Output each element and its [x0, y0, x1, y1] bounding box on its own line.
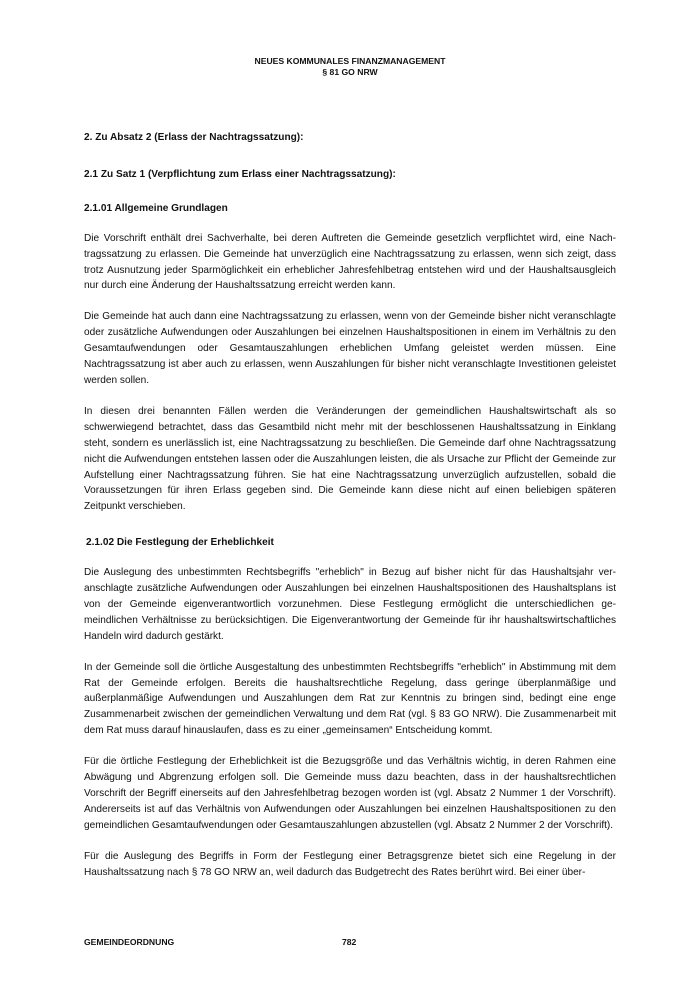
paragraph: Die Gemeinde hat auch dann eine Nachtragssatzung zu erlassen, wenn von der Gemeinde bisher nicht veranschlagte oder zusätzliche Aufwendungen oder Auszahlungen bei einzelnen Haushaltspositionen in einem im Verhältnis zu den Gesamtaufwendungen oder Gesamtauszahlungen erheblichen Umfang geleistet werden müssen. Eine Nachtragssatzung ist aber auch zu erlassen, wenn Auszahlungen für bisher nicht veranschlagte Investitionen geleistet werden sollen.	[84, 311, 616, 386]
heading-absatz-2: 2. Zu Absatz 2 (Erlass der Nachtragssatzung):	[84, 132, 304, 143]
paragraph: Für die örtliche Festlegung der Erheblichkeit ist die Bezugsgröße und das Verhältnis wichtig, in deren Rahmen eine Abwägung und Abgrenzung erfolgen soll. Die Gemeinde muss dazu beachten, dass in der haushaltsrechtlichen Vorschrift der Begriff einerseits auf den Jahresfehlbetrag bezogen worden ist (vgl. Absatz 2 Nummer 1 der Vorschrift). Andererseits ist auf das Verhältnis von Aufwendungen oder Auszahlungen bei einzelnen Haushaltspositionen zu den gemeindlichen Gesamtaufwendungen oder Gesamtauszahlungen abzustellen (vgl. Absatz 2 Nummer 2 der Vorschrift).	[84, 756, 616, 831]
paragraph: Für die Auslegung des Begriffs in Form der Festlegung einer Betragsgrenze bietet sich eine Regelung in der Haushaltssatzung nach § 78 GO NRW an, weil dadurch das Budgetrecht des Rates berührt wird. Bei einer über-	[84, 850, 616, 878]
heading-festlegung-erheblichkeit: 2.1.02 Die Festlegung der Erheblichkeit	[86, 537, 274, 549]
header-section: § 81 GO NRW	[322, 67, 378, 77]
paragraph: Die Auslegung des unbestimmten Rechtsbegriffs "erheblich" in Bezug auf bisher nicht für das Haushaltsjahr veranschlagte zusätzliche Aufwendungen oder Auszahlungen bei einzelnen Haushaltspositionen des Haushaltsplans ist von der Gemeinde eigenverantwortlich vorzunehmen. Diese Festlegung ermöglicht die unterschiedlichen gemeindlichen Verhältnisse zu berücksichtigen. Die Eigenverantwortung der Gemeinde für ihr haushaltswirtschaftliches Handeln wird dadurch gestärkt.	[84, 567, 616, 642]
footer-label: GEMEINDEORDNUNG	[84, 937, 175, 947]
page-footer	[84, 937, 616, 947]
page-header	[0, 56, 700, 78]
page-number: 782	[342, 937, 357, 947]
paragraph: In der Gemeinde soll die örtliche Ausgestaltung des unbestimmten Rechtsbegriffs "erheblich" in Abstimmung mit dem Rat der Gemeinde erfolgen. Bereits die haushaltsrechtliche Regelung, dass geringe überplanmäßige und außerplanmäßige Aufwendungen und Auszahlungen dem Rat zur Kenntnis zu bringen sind, bedingt eine enge Zusammenarbeit zwischen der gemeindlichen Verwaltung und dem Rat (vgl. § 83 GO NRW). Die Zusammenarbeit mit dem Rat muss darauf hinauslaufen, dass es zu einer „gemeinsamen“ Entscheidung kommt.	[84, 661, 616, 737]
header-title: NEUES KOMMUNALES FINANZMANAGEMENT	[254, 56, 446, 66]
heading-allgemeine-grundlagen: 2.1.01 Allgemeine Grundlagen	[84, 202, 228, 214]
paragraph: Die Vorschrift enthält drei Sachverhalte, bei deren Auftreten die Gemeinde gesetzlich verpflichtet wird, eine Nachtragssatzung zu erlassen. Die Gemeinde hat unverzüglich eine Nachtragssatzung zu erlassen, wenn sich zeigt, dass trotz Ausnutzung jeder Sparmöglichkeit ein erheblicher Jahresfehlbetrag entstehen wird und der Haushaltsausgleich nur durch eine Änderung der Haushaltssatzung erreicht werden kann.	[84, 232, 616, 292]
heading-satz-1: 2.1 Zu Satz 1 (Verpflichtung zum Erlass einer Nachtragssatzung):	[84, 168, 396, 180]
document-body	[84, 130, 616, 896]
paragraph: In diesen drei benannten Fällen werden die Veränderungen der gemeindlichen Haushaltswirtschaft als so schwerwiegend betrachtet, dass das Gesamtbild nicht mehr mit der beschlossenen Haushaltssatzung in Einklang steht, sondern es unerlässlich ist, eine Nachtragssatzung zu beschließen. Die Gemeinde darf ohne Nachtragssatzung nicht die Aufwendungen entstehen lassen oder die Auszahlungen leisten, die als Ursache zur Pflicht der Gemeinde zur Aufstellung einer Nachtragssatzung führen. Sie hat eine Nachtragssatzung unverzüglich aufzustellen, sobald die Voraussetzungen für ihren Erlass gegeben sind. Die Gemeinde kann diese nicht auf einen beliebigen späteren Zeitpunkt verschieben.	[84, 405, 616, 513]
